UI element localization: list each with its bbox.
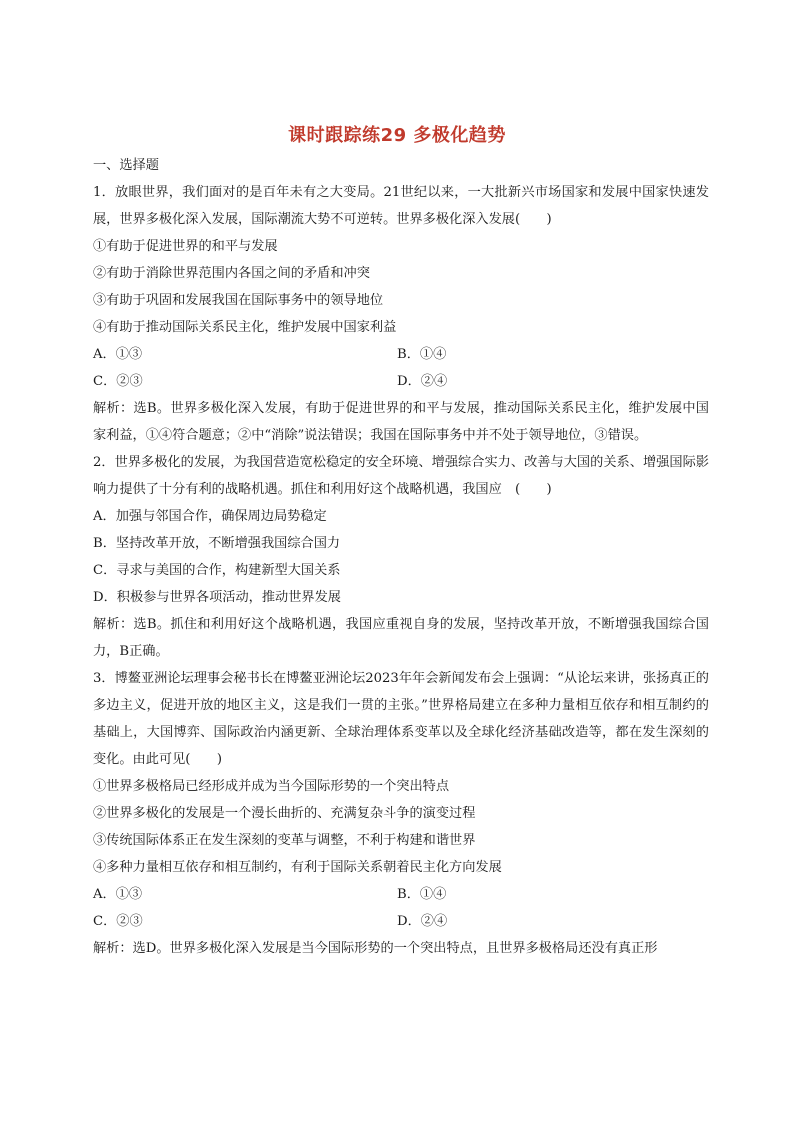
option-d: D．积极参与世界各项活动，推动世界发展 xyxy=(93,590,341,605)
option-b: B．坚持改革开放，不断增强我国综合国力 xyxy=(93,536,341,551)
option-a: A．①③ xyxy=(93,347,143,362)
question-1-options-row-1 xyxy=(93,341,709,368)
document-body xyxy=(93,152,709,962)
option-c: C．②③ xyxy=(93,914,143,929)
question-1-item-1: ①有助于促进世界的和平与发展 xyxy=(93,239,278,254)
option-c: C．寻求与美国的合作，构建新型大国关系 xyxy=(93,563,341,578)
option-c: C．②③ xyxy=(93,374,143,389)
question-3-stem: 3．博鳌亚洲论坛理事会秘书长在博鳌亚洲论坛2023年年会新闻发布会上强调：“从论坛来讲，张扬真正的多边主义，促进开放的地区主义，这是我们一贯的主张。”世界格局建立在多种力量相互依存和相互制约的基础上，大国博弈、国际政治内涵更新、全球治理体系变革以及全球化经济基础改造等，都在发生深刻的变化。由此可见( ) xyxy=(93,671,709,767)
question-1-item-3: ③有助于巩固和发展我国在国际事务中的领导地位 xyxy=(93,293,384,308)
question-1-options-row-2 xyxy=(93,368,709,395)
question-3-options-row-2 xyxy=(93,908,709,935)
question-1-item-2: ②有助于消除世界范围内各国之间的矛盾和冲突 xyxy=(93,266,370,281)
option-b: B．①④ xyxy=(397,887,447,902)
section-heading: 一、选择题 xyxy=(93,158,159,173)
option-d: D．②④ xyxy=(397,374,448,389)
question-3-item-4: ④多种力量相互依存和相互制约，有利于国际关系朝着民主化方向发展 xyxy=(93,860,502,875)
question-3-item-1: ①世界多极格局已经形成并成为当今国际形势的一个突出特点 xyxy=(93,779,450,794)
question-3-analysis: 解析：选D。世界多极化深入发展是当今国际形势的一个突出特点，且世界多极格局还没有真正形 xyxy=(93,941,658,956)
question-1-stem: 1．放眼世界，我们面对的是百年未有之大变局。21世纪以来，一大批新兴市场国家和发展中国家快速发展，世界多极化深入发展，国际潮流大势不可逆转。世界多极化深入发展( ) xyxy=(93,185,709,227)
question-3-options-row-1 xyxy=(93,881,709,908)
page-title: 课时跟踪练29 多极化趋势 xyxy=(288,125,506,146)
option-b: B．①④ xyxy=(397,347,447,362)
option-d: D．②④ xyxy=(397,914,448,929)
question-2-stem: 2．世界多极化的发展，为我国营造宽松稳定的安全环境、增强综合实力、改善与大国的关系、增强国际影响力提供了十分有利的战略机遇。抓住和利用好这个战略机遇，我国应 ( ) xyxy=(93,455,709,497)
option-a: A．①③ xyxy=(93,887,143,902)
question-3-item-2: ②世界多极化的发展是一个漫长曲折的、充满复杂斗争的演变过程 xyxy=(93,806,476,821)
question-2-analysis: 解析：选B。抓住和利用好这个战略机遇，我国应重视自身的发展，坚持改革开放，不断增强我国综合国力，B正确。 xyxy=(93,617,709,659)
question-1-analysis: 解析：选B。世界多极化深入发展，有助于促进世界的和平与发展，推动国际关系民主化，维护发展中国家利益，①④符合题意；②中“消除”说法错误；我国在国际事务中并不处于领导地位，③错误。 xyxy=(93,401,709,443)
question-3-item-3: ③传统国际体系正在发生深刻的变革与调整，不利于构建和谐世界 xyxy=(93,833,476,848)
question-1-item-4: ④有助于推动国际关系民主化，维护发展中国家利益 xyxy=(93,320,397,335)
option-a: A．加强与邻国合作，确保周边局势稳定 xyxy=(93,509,327,524)
